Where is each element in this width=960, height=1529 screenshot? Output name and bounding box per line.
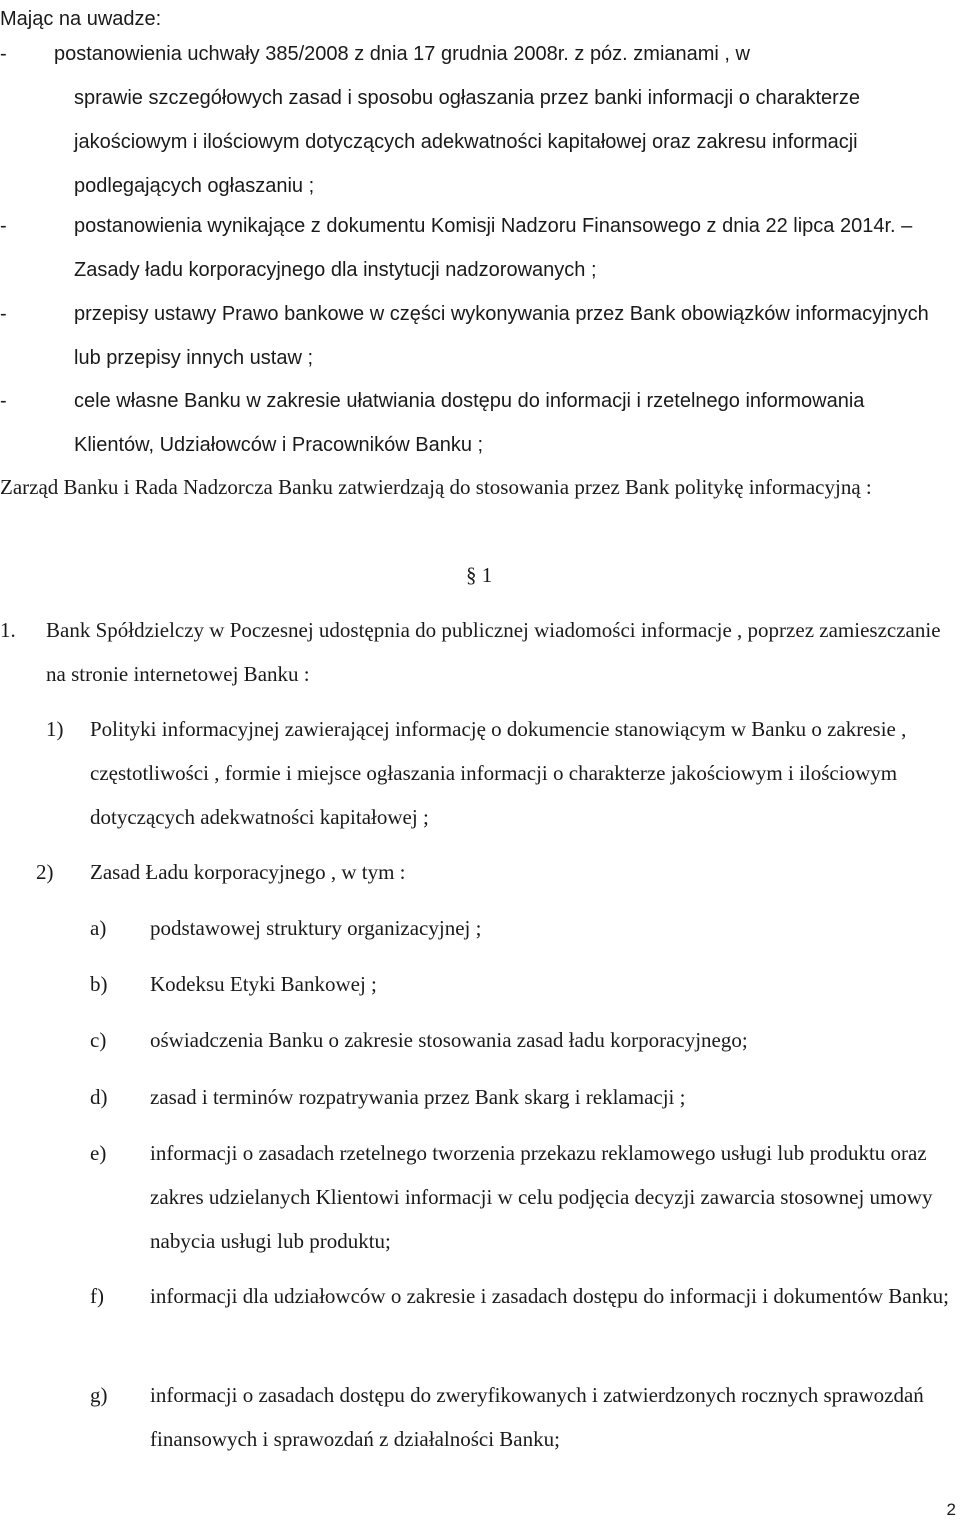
dash-marker: -: [0, 303, 7, 325]
point-text: Bank Spółdzielczy w Poczesnej udostępnia do publicznej wiadomości informacje , poprzez zamieszczanie na stronie internetowej Banku :: [46, 618, 941, 686]
letter-marker: b): [90, 972, 108, 996]
subpoint-text: Polityki informacyjnej zawierającej informację o dokumencie stanowiącym w Banku o zakresie , częstotliwości , formie i miejsce ogłaszania informacji o charakterze jakościowym i ilościowym dotyczących adekwatności kapitałowej ;: [90, 717, 907, 829]
letter-marker: f): [90, 1284, 104, 1308]
consideration-text-line1: postanowienia uchwały 385/2008 z dnia 17 grudnia 2008r. z póz. zmianami , w: [54, 43, 750, 65]
dash-marker: -: [0, 43, 7, 65]
intro-heading: Mając na uwadze:: [0, 8, 162, 30]
consideration-text: postanowienia wynikające z dokumentu Komisji Nadzoru Finansowego z dnia 22 lipca 2014r. – Zasady ładu korporacyjnego dla instytucji nadzorowanych ;: [74, 215, 913, 281]
letter-marker: c): [90, 1028, 107, 1052]
consideration-text: cele własne Banku w zakresie ułatwiania dostępu do informacji i rzetelnego informowania Klientów, Udziałowców i Pracowników Banku ;: [74, 390, 865, 456]
section-heading: § 1: [466, 563, 493, 587]
letter-text: informacji o zasadach rzetelnego tworzenia przekazu reklamowego usługi lub produktu oraz zakres udzielanych Klientowi informacji w celu podjęcia decyzji zawarcia stosownej umowy nabycia usługi lub produktu;: [150, 1141, 933, 1253]
letter-marker: a): [90, 916, 107, 940]
dash-marker: -: [0, 390, 7, 412]
subpoint-number: 2): [36, 860, 54, 884]
consideration-text-rest: sprawie szczegółowych zasad i sposobu ogłaszania przez banki informacji o charakterze jakościowym i ilościowym dotyczących adekwatności kapitałowej oraz zakresu informacji podlegających ogłaszaniu ;: [74, 87, 860, 197]
subpoint-text: Zasad Ładu korporacyjnego , w tym :: [90, 860, 406, 884]
dash-marker: -: [0, 215, 7, 237]
letter-text: informacji dla udziałowców o zakresie i zasadach dostępu do informacji i dokumentów Banku;: [150, 1284, 949, 1308]
letter-marker: e): [90, 1141, 107, 1165]
letter-text: zasad i terminów rozpatrywania przez Bank skarg i reklamacji ;: [150, 1085, 686, 1109]
page-number: 2: [946, 1500, 956, 1519]
letter-marker: d): [90, 1085, 108, 1109]
subpoint-number: 1): [46, 717, 64, 741]
point-number: 1.: [0, 618, 16, 642]
letter-text: podstawowej struktury organizacyjnej ;: [150, 916, 482, 940]
approval-paragraph: Zarząd Banku i Rada Nadzorcza Banku zatwierdzają do stosowania przez Bank politykę informacyjną :: [0, 475, 872, 499]
letter-marker: g): [90, 1383, 108, 1407]
letter-text: oświadczenia Banku o zakresie stosowania zasad ładu korporacyjnego;: [150, 1028, 748, 1052]
letter-text: informacji o zasadach dostępu do zweryfikowanych i zatwierdzonych rocznych sprawozdań finansowych i sprawozdań z działalności Banku;: [150, 1383, 924, 1451]
consideration-text: przepisy ustawy Prawo bankowe w części wykonywania przez Bank obowiązków informacyjnych lub przepisy innych ustaw ;: [74, 303, 929, 369]
letter-text: Kodeksu Etyki Bankowej ;: [150, 972, 377, 996]
